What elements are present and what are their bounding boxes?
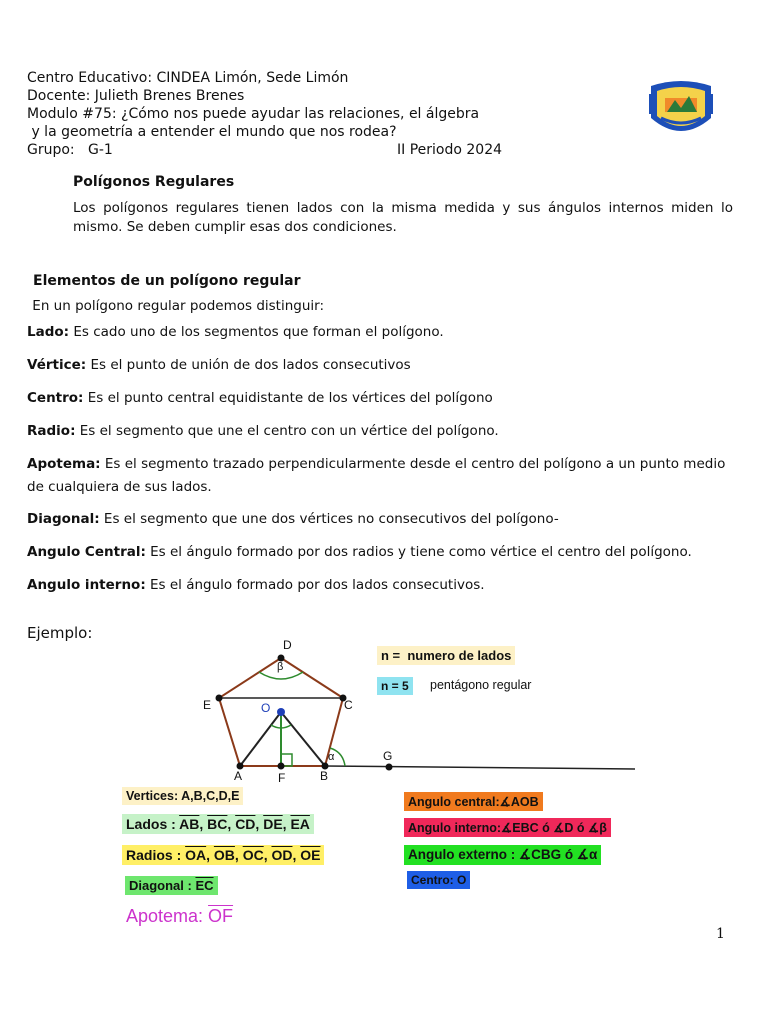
header-school: Centro Educativo: CINDEA Limón, Sede Limón [27, 70, 349, 86]
label-a: A [234, 769, 243, 783]
n-sides-label: n = numero de lados [377, 646, 515, 665]
definition-centro: Centro: Es el punto central equidistante de los vértices del polígono [27, 390, 493, 406]
header-teacher: Docente: Julieth Brenes Brenes [27, 88, 245, 104]
label-b: B [320, 769, 329, 783]
definition-angulo-central: Angulo Central: Es el ángulo formado por dos radios y tiene como vértice el centro del polígono. [27, 544, 692, 560]
diagonal-label: Diagonal : $\overline{EC}$ [125, 876, 218, 895]
radius-oa [240, 712, 281, 766]
label-f: F [278, 771, 286, 785]
point-e [216, 695, 223, 702]
point-f [278, 763, 285, 770]
definition-angulo-interno: Angulo interno: Es el ángulo formado por dos lados consecutivos. [27, 577, 485, 593]
elements-intro: En un polígono regular podemos distinguir: [28, 298, 325, 314]
definition-lado: Lado: Es cado uno de los segmentos que forman el polígono. [27, 324, 444, 340]
point-o [277, 708, 285, 716]
section-title-elements: Elementos de un polígono regular [33, 273, 301, 289]
section-title-regular-polygons: Polígonos Regulares [73, 174, 235, 190]
definition-radio: Radio: Es el segmento que une el centro con un vértice del polígono. [27, 423, 499, 439]
label-o: O [261, 701, 271, 715]
definition-diagonal: Diagonal: Es el segmento que une dos vértices no consecutivos del polígono- [27, 511, 559, 527]
n-five-label: n = 5 [377, 677, 413, 695]
beta-arc [259, 672, 303, 679]
lados-label: Lados : $\overline{AB}$, $\overline{BC}$, $\overline{CD}$, $\overline{DE}$, $\overline{EA}$ [122, 814, 314, 834]
example-label: Ejemplo: [27, 624, 93, 642]
header-group: Grupo: G-1 [27, 142, 113, 158]
apotema-label: Apotema: $\overline{OF}$ [126, 906, 234, 926]
label-d: D [283, 638, 292, 652]
external-angle-label: Angulo externo : ∡CBG ó ∡α [404, 845, 601, 865]
label-g: G [383, 749, 393, 763]
page-number: 1 [716, 926, 725, 942]
regular-polygons-paragraph: Los polígonos regulares tienen lados con la misma medida y sus ángulos internos miden lo mismo. Se deben cumplir esas dos condiciones. [73, 200, 733, 235]
definition-vertice: Vértice: Es el punto de unión de dos lados consecutivos [27, 357, 411, 373]
regular-pentagon-text: pentágono regular [430, 678, 532, 692]
center-label: Centro: O [407, 871, 470, 889]
label-beta: β [277, 661, 284, 673]
point-g [386, 764, 393, 771]
radios-label: Radios : $\overline{OA}$, $\overline{OB}$, $\overline{OC}$, $\overline{OD}$, $\overline{OE}$ [122, 845, 324, 865]
vertices-label: Vertices: A,B,C,D,E [122, 787, 243, 805]
header-module: Modulo #75: ¿Cómo nos puede ayudar las relaciones, el álgebra [27, 106, 480, 122]
definition-apotema: Apotema: Es el segmento trazado perpendicularmente desde el centro del polígono a un punto medio de cualquiera de sus lados. [27, 456, 726, 495]
internal-angle-label: Angulo interno:∡EBC ó ∡D ó ∡β [404, 818, 611, 837]
header-module-cont: y la geometría a entender el mundo que nos rodea? [27, 124, 397, 140]
header-period: II Periodo 2024 [397, 142, 503, 158]
label-e: E [203, 698, 212, 712]
central-angle-label: Angulo central:∡AOB [404, 792, 543, 811]
extension-line [325, 766, 635, 769]
label-alpha: α [328, 751, 335, 763]
radius-ob [281, 712, 325, 766]
school-logo [645, 78, 717, 140]
label-c: C [344, 698, 353, 712]
